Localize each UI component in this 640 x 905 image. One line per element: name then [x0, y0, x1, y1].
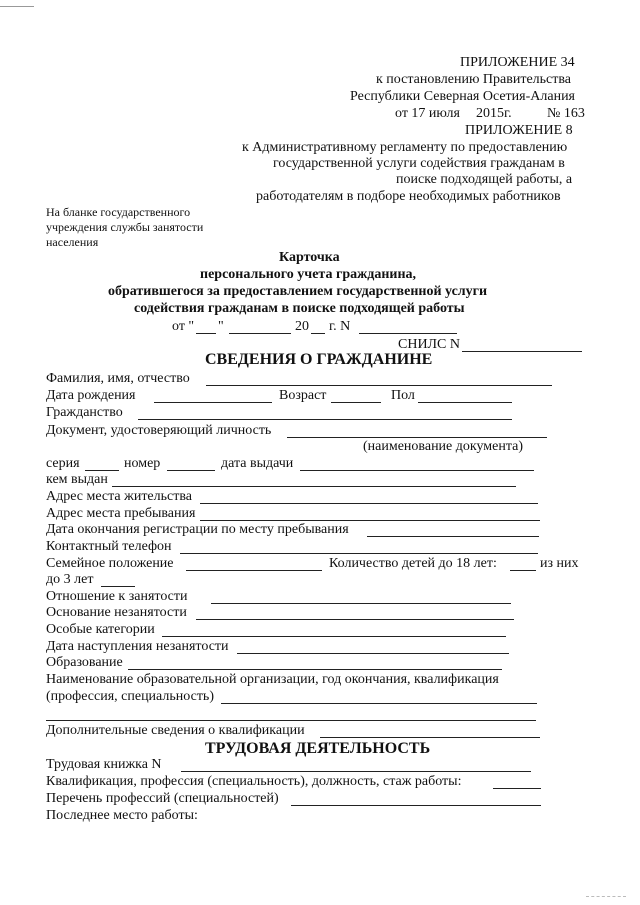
- blank-note-2: учреждения службы занятости: [46, 220, 204, 234]
- resolution-year: 2015г.: [476, 106, 512, 121]
- scan-artifact: [586, 896, 626, 897]
- education-label: Образование: [46, 655, 123, 670]
- title-line-4: содействия гражданам в поиске подходящей работы: [134, 301, 465, 316]
- birth-date-label: Дата рождения: [46, 388, 136, 403]
- stay-address-field[interactable]: [200, 520, 540, 521]
- date-day-field[interactable]: [196, 333, 216, 334]
- date-g-n-label: г. N: [329, 319, 351, 334]
- series-label: серия: [46, 456, 80, 471]
- special-categories-label: Особые категории: [46, 622, 155, 637]
- unemployment-basis-field[interactable]: [196, 619, 514, 620]
- issued-by-label: кем выдан: [46, 472, 108, 487]
- professions-list-label: Перечень профессий (специальностей): [46, 791, 279, 806]
- education-field[interactable]: [128, 669, 502, 670]
- date-century: 20: [295, 319, 309, 334]
- resolution-number: № 163: [547, 106, 585, 121]
- registration-end-field[interactable]: [367, 536, 539, 537]
- extra-qualification-field[interactable]: [320, 737, 540, 738]
- work-book-label: Трудовая книжка N: [46, 757, 162, 772]
- regulation-line-1: к Административному регламенту по предоставлению: [242, 140, 568, 155]
- employment-attitude-label: Отношение к занятости: [46, 589, 188, 604]
- citizenship-field[interactable]: [138, 419, 512, 420]
- qualification-field[interactable]: [493, 788, 541, 789]
- employment-attitude-field[interactable]: [211, 603, 511, 604]
- last-job-label: Последнее место работы:: [46, 808, 198, 823]
- id-document-label: Документ, удостоверяющий личность: [46, 423, 272, 438]
- issued-by-field[interactable]: [112, 486, 516, 487]
- number-field[interactable]: [167, 470, 215, 471]
- id-document-field[interactable]: [287, 437, 547, 438]
- sex-field[interactable]: [418, 402, 512, 403]
- title-line-2: персонального учета гражданина,: [200, 267, 417, 282]
- title-line-3: обратившегося за предоставлением государственной услуги: [108, 284, 488, 299]
- regulation-line-3: поиске подходящей работы, а: [396, 172, 573, 187]
- of-them-label: из них: [540, 556, 579, 571]
- qualification-label: Квалификация, профессия (специальность), должность, стаж работы:: [46, 774, 462, 789]
- issue-date-label: дата выдачи: [221, 456, 294, 471]
- section-citizen-heading: СВЕДЕНИЯ О ГРАЖДАНИНЕ: [205, 351, 433, 368]
- date-month-field[interactable]: [229, 333, 291, 334]
- series-field[interactable]: [85, 470, 119, 471]
- regulation-line-4: работодателям в подборе необходимых работников: [256, 189, 561, 204]
- edu-org-label-1: Наименование образовательной организации, год окончания, квалификация: [46, 672, 499, 687]
- family-status-field[interactable]: [186, 570, 322, 571]
- residence-address-field[interactable]: [200, 503, 538, 504]
- title-line-1: Карточка: [279, 250, 340, 265]
- under3-field[interactable]: [101, 586, 135, 587]
- residence-address-label: Адрес места жительства: [46, 489, 192, 504]
- age-field[interactable]: [331, 402, 381, 403]
- family-status-label: Семейное положение: [46, 556, 174, 571]
- edu-org-field[interactable]: [221, 703, 537, 704]
- birth-date-field[interactable]: [154, 402, 272, 403]
- fio-field[interactable]: [206, 385, 552, 386]
- stay-address-label: Адрес места пребывания: [46, 506, 196, 521]
- edu-org-field-2[interactable]: [46, 720, 536, 721]
- to-resolution: к постановлению Правительства: [376, 72, 572, 87]
- appendix-8: ПРИЛОЖЕНИЕ 8: [465, 123, 573, 138]
- registration-end-label: Дата окончания регистрации по месту пребывания: [46, 522, 349, 537]
- issue-date-field[interactable]: [300, 470, 534, 471]
- children-under18-field[interactable]: [510, 570, 536, 571]
- unemployment-basis-label: Основание незанятости: [46, 605, 187, 620]
- age-label: Возраст: [279, 388, 327, 403]
- resolution-date: от 17 июля: [395, 106, 460, 121]
- phone-field[interactable]: [180, 553, 538, 554]
- snils-field[interactable]: [462, 351, 582, 352]
- under3-label: до 3 лет: [46, 572, 94, 587]
- citizenship-label: Гражданство: [46, 405, 123, 420]
- date-from-label: от ": [172, 319, 195, 334]
- work-book-field[interactable]: [181, 771, 531, 772]
- card-number-field[interactable]: [359, 333, 457, 334]
- professions-list-field[interactable]: [291, 805, 541, 806]
- phone-label: Контактный телефон: [46, 539, 172, 554]
- extra-qualification-label: Дополнительные сведения о квалификации: [46, 723, 305, 738]
- appendix-34: ПРИЛОЖЕНИЕ 34: [460, 55, 575, 70]
- snils-label: СНИЛС N: [398, 337, 461, 352]
- regulation-line-2: государственной услуги содействия гражданам в: [273, 156, 565, 171]
- sex-label: Пол: [391, 388, 415, 403]
- blank-note-1: На бланке государственного: [46, 205, 191, 219]
- number-label: номер: [124, 456, 161, 471]
- blank-note-3: населения: [46, 235, 99, 249]
- corner-mark: [0, 6, 34, 7]
- unemployment-start-label: Дата наступления незанятости: [46, 639, 229, 654]
- section-work-heading: ТРУДОВАЯ ДЕЯТЕЛЬНОСТЬ: [205, 740, 431, 757]
- republic: Республики Северная Осетия-Алания: [350, 89, 575, 104]
- date-quote: ": [218, 319, 224, 334]
- date-year-field[interactable]: [311, 333, 325, 334]
- doc-name-hint: (наименование документа): [363, 439, 524, 454]
- children-under18-label: Количество детей до 18 лет:: [329, 556, 497, 571]
- edu-org-label-2: (профессия, специальность): [46, 689, 214, 704]
- fio-label: Фамилия, имя, отчество: [46, 371, 190, 386]
- unemployment-start-field[interactable]: [237, 653, 509, 654]
- special-categories-field[interactable]: [162, 636, 506, 637]
